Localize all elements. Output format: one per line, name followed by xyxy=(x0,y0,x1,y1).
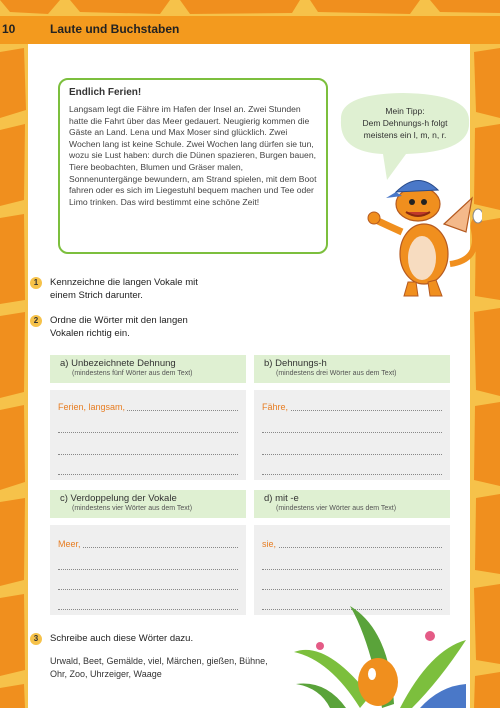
section-subtitle: (mindestens vier Wörter aus dem Text) xyxy=(72,505,193,512)
answer-line[interactable] xyxy=(262,569,442,570)
dragon-mascot-illustration xyxy=(362,172,482,302)
answer-line[interactable] xyxy=(58,474,238,475)
task-number: 1 xyxy=(30,277,42,289)
task-number: 3 xyxy=(30,633,42,645)
page-number: 10 xyxy=(2,22,16,36)
task-text: Schreibe auch diese Wörter dazu. xyxy=(50,633,194,644)
answer-line[interactable] xyxy=(262,432,442,433)
task-text: Kennzeichne die langen Vokale mit einem Strich darunter. xyxy=(50,277,198,301)
answer-line[interactable] xyxy=(58,547,238,548)
section-title: a) Unbezeichnete Dehnung xyxy=(60,358,176,369)
word-list: Urwald, Beet, Gemälde, viel, Märchen, gießen, Bühne, Ohr, Zoo, Uhrzeiger, Waage xyxy=(50,656,268,679)
story-box xyxy=(58,78,328,254)
section-a-heading xyxy=(50,355,246,383)
task-number: 2 xyxy=(30,315,42,327)
story-text: Langsam legt die Fähre im Hafen der Insel an. Zwei Stunden hatte die Fahrt über das Meer gedauert. Neugierig kommen die Gäste an Land. Lena und Max Moser sind glücklich. Zwei Wochen lang ist keine Schule. Zwei Wochen lang dürfen sie tun, wozu sie Lust haben: durch die Dünen spazieren, Burgen bauen, Tiere beobachten, Blumen und Gräser malen, Sonnenuntergänge bewundern, am Strand spielen, mit dem Boot fahren oder es sich im Liegestuhl bequem machen und Tee oder Limo trinken. Das wird bestimmt eine schöne Zeit! xyxy=(69,104,317,207)
section-subtitle: (mindestens fünf Wörter aus dem Text) xyxy=(72,370,193,377)
prefilled-words: Ferien, langsam, xyxy=(58,402,126,412)
answer-line[interactable] xyxy=(262,474,442,475)
answer-line[interactable] xyxy=(58,569,238,570)
answer-line[interactable] xyxy=(262,589,442,590)
answer-line[interactable] xyxy=(58,454,238,455)
chapter-title: Laute und Buchstaben xyxy=(50,22,180,36)
story-title: Endlich Ferien! xyxy=(69,87,142,98)
section-subtitle: (mindestens drei Wörter aus dem Text) xyxy=(276,370,397,377)
answer-panel-b[interactable] xyxy=(254,390,450,480)
answer-panel-c[interactable] xyxy=(50,525,246,615)
section-d-heading xyxy=(254,490,450,518)
task-text: Ordne die Wörter mit den langen Vokalen richtig ein. xyxy=(50,315,188,339)
answer-line[interactable] xyxy=(262,547,442,548)
section-subtitle: (mindestens vier Wörter aus dem Text) xyxy=(276,505,397,512)
section-b-heading xyxy=(254,355,450,383)
prefilled-words: Fähre, xyxy=(262,402,289,412)
answer-line[interactable] xyxy=(58,609,238,610)
answer-line[interactable] xyxy=(58,432,238,433)
answer-line[interactable] xyxy=(58,589,238,590)
section-c-heading xyxy=(50,490,246,518)
section-title: d) mit -e xyxy=(264,493,299,504)
jungle-plant-illustration xyxy=(290,600,472,708)
section-title: c) Verdoppelung der Vokale xyxy=(60,493,177,504)
section-title: b) Dehnungs-h xyxy=(264,358,327,369)
answer-panel-a[interactable] xyxy=(50,390,246,480)
answer-line[interactable] xyxy=(262,454,442,455)
prefilled-words: Meer, xyxy=(58,539,81,549)
tip-speech-bubble xyxy=(331,90,478,160)
prefilled-words: sie, xyxy=(262,539,277,549)
tip-text: Mein Tipp: Dem Dehnungs-h folgt meistens ein l, m, n, r. xyxy=(362,106,448,140)
page-header xyxy=(0,16,500,44)
